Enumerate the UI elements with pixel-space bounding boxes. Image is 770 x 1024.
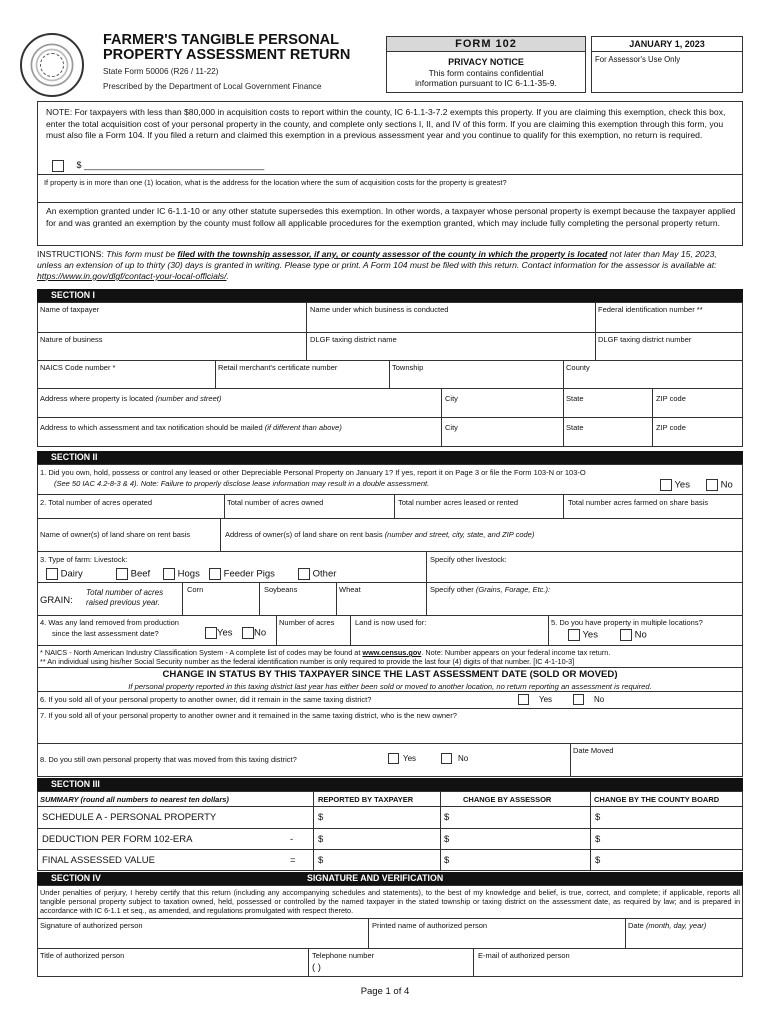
total-acres-owned-field[interactable]: Total number of acres owned [227, 498, 324, 507]
q8-no-checkbox[interactable] [441, 753, 452, 764]
q4-no-checkbox[interactable] [242, 627, 254, 639]
q5-yes-checkbox[interactable] [568, 629, 580, 641]
q4-line2: since the last assessment date? [52, 629, 159, 638]
grain-note: Total number of acres raised previous year. [86, 588, 164, 607]
assessment-date: JANUARY 1, 2023 [592, 37, 742, 52]
row-final-op: = [290, 855, 296, 866]
phone-field[interactable]: Telephone number [312, 951, 375, 960]
section-3-header: SECTION III [37, 778, 743, 791]
email-field[interactable]: E-mail of authorized person [478, 951, 570, 960]
location-question: If property is in more than one (1) location, what is the address for the location where the sum of acquisition costs for the property is greatest? [44, 178, 507, 187]
business-name-field[interactable]: Name under which business is conducted [310, 305, 449, 314]
other-option: Other [298, 568, 336, 580]
exemption-checkbox[interactable] [52, 160, 64, 172]
title-field[interactable]: Title of authorized person [40, 951, 125, 960]
dlgf-number-field[interactable]: DLGF taxing district number [598, 335, 692, 344]
prescribed-by: Prescribed by the Department of Local Government Finance [103, 82, 322, 91]
ssn-note: ** An individual using his/her Social Security number as the federal identification number is only required to provide the last four (4) digits of that number. [IC 4-1-10-3] [40, 657, 575, 666]
q4-no: No [242, 627, 266, 639]
assessor-use-label: For Assessor's Use Only [595, 55, 681, 64]
feeder-pigs-checkbox[interactable] [209, 568, 221, 580]
assessor-deduction-field[interactable]: $ [444, 834, 450, 845]
section-4-header: SECTION IV SIGNATURE AND VERIFICATION [37, 872, 743, 885]
col-board: CHANGE BY THE COUNTY BOARD [594, 795, 720, 804]
q1-yes: Yes [660, 479, 690, 491]
q6-no: No [573, 694, 604, 705]
q1-no-checkbox[interactable] [706, 479, 718, 491]
q5-text: 5. Do you have property in multiple locations? [551, 618, 703, 627]
property-address-field[interactable]: Address where property is located (number and street) [40, 394, 222, 403]
acres-share-field[interactable]: Total number acres farmed on share basis [568, 498, 709, 507]
q4-yes: Yes [205, 627, 233, 639]
state-form-number: State Form 50006 (R26 / 11-22) [103, 67, 219, 76]
grain-label: GRAIN: [40, 595, 73, 606]
summary-label: SUMMARY (round all numbers to nearest ten dollars) [40, 795, 229, 804]
section-2-grid [37, 464, 743, 777]
retail-cert-field[interactable]: Retail merchant's certificate number [218, 363, 338, 372]
property-state-field[interactable]: State [566, 394, 584, 403]
taxpayer-name-field[interactable]: Name of taxpayer [40, 305, 100, 314]
township-field[interactable]: Township [392, 363, 424, 372]
nature-field[interactable]: Nature of business [40, 335, 103, 344]
change-status-title: CHANGE IN STATUS BY THIS TAXPAYER SINCE THE LAST ASSESSMENT DATE (SOLD OR MOVED) [162, 669, 618, 680]
beef-checkbox[interactable] [116, 568, 128, 580]
row-deduction-op: - [290, 834, 294, 845]
section-3-grid [37, 791, 743, 871]
assessor-link[interactable]: https://www.in.gov/dlgf/contact-your-local-officials/ [37, 271, 227, 281]
q1-no: No [706, 479, 733, 491]
section-1-grid [37, 302, 743, 447]
assessor-final-field[interactable]: $ [444, 855, 450, 866]
taxpayer-deduction-field[interactable]: $ [318, 834, 324, 845]
certification-text: Under penalties of perjury, I hereby certify that this return (including any accompanying schedules and statements), to the best of my knowledge and belief, is true, correct, and complete; if applicable, reports all tangible personal property subject to taxation owned, held, possessed or controlled by the named taxpayer in the stated township or taxing district on the assessment date, as required by law; and is prepared in accordance with IC 6-1.1 et seq., as amended, and regulations promulgated with respect thereto. [40, 888, 740, 915]
q6-yes: Yes [518, 694, 552, 705]
note-box [37, 101, 743, 246]
naics-note: * NAICS - North American Industry Classification System - A complete list of codes may be found at www.census.gov. Note: Number appears on your federal income tax return. [40, 648, 611, 657]
q6-text: 6. If you sold all of your personal property to another owner, did it remain in the same taxing district? [40, 695, 372, 704]
beef-option: Beef [116, 568, 150, 580]
q1-yes-checkbox[interactable] [660, 479, 672, 491]
farm-type-label: 3. Type of farm: Livestock: [40, 555, 128, 564]
property-zip-field[interactable]: ZIP code [656, 394, 686, 403]
exemption-amount-field[interactable]: $ ____________________________________ [76, 160, 265, 171]
signature-date-field[interactable]: Date (month, day, year) [628, 921, 707, 930]
q8-yes-checkbox[interactable] [388, 753, 399, 764]
form-number: FORM 102 [387, 37, 585, 52]
q1-text: 1. Did you own, hold, possess or control any leased or other Depreciable Personal Property on January 1? If yes, report it on Page 3 or file the Form 103-N or 103-O [40, 468, 586, 477]
section-1-header: SECTION I [37, 289, 743, 302]
dairy-checkbox[interactable] [46, 568, 58, 580]
corn-field[interactable]: Corn [187, 585, 204, 594]
total-acres-operated-field[interactable]: 2. Total number of acres operated [40, 498, 153, 507]
hogs-checkbox[interactable] [163, 568, 175, 580]
exemption-text: An exemption granted under IC 6-1.1-10 or any other statute supersedes this exemption. In other words, a taxpayer whose personal property is exempt because the taxpayer applied for and was granted an exemption by the county must follow all applicable procedures for the exemption granted, which may include fully completing the personal property return. [46, 206, 736, 228]
section-4-grid [37, 885, 743, 977]
state-seal [20, 33, 84, 97]
q4-yes-checkbox[interactable] [205, 627, 217, 639]
q6-yes-checkbox[interactable] [518, 694, 529, 705]
fed-id-field[interactable]: Federal identification number ** [598, 305, 703, 314]
mailing-state-field[interactable]: State [566, 423, 584, 432]
taxpayer-schedule-a-field[interactable]: $ [318, 812, 324, 823]
row-final-value: FINAL ASSESSED VALUE [42, 855, 155, 866]
page-number: Page 1 of 4 [360, 986, 410, 997]
assessor-schedule-a-field[interactable]: $ [444, 812, 450, 823]
q7-text: 7. If you sold all of your personal property to another owner and it remained in the same taxing district, who is the new owner? [40, 711, 457, 720]
form-title [103, 33, 373, 63]
q5-no: No [620, 629, 647, 641]
dairy-option: Dairy [46, 568, 83, 580]
board-schedule-a-field[interactable]: $ [595, 812, 601, 823]
title-line-1: FARMER'S TANGIBLE PERSONAL [103, 32, 339, 48]
grain-other-field[interactable]: Specify other (Grains, Forage, Etc.): [430, 585, 551, 594]
q8-yes: Yes [388, 753, 416, 764]
board-final-field[interactable]: $ [595, 855, 601, 866]
acres-removed-field[interactable]: Number of acres [279, 618, 335, 627]
owner-address-field[interactable]: Address of owner(s) of land share on rent basis (number and street, city, state, and ZIP code) [225, 530, 535, 539]
taxpayer-final-field[interactable]: $ [318, 855, 324, 866]
section-2-header: SECTION II [37, 451, 743, 464]
mailing-address-field[interactable]: Address to which assessment and tax notification should be mailed (if different than above) [40, 423, 342, 432]
property-city-field[interactable]: City [445, 394, 458, 403]
printed-name-field[interactable]: Printed name of authorized person [372, 921, 488, 930]
other-livestock-field[interactable]: Specify other livestock: [430, 555, 507, 564]
mailing-city-field[interactable]: City [445, 423, 458, 432]
privacy-notice: PRIVACY NOTICE This form contains confidential information pursuant to IC 6-1.1-35-9. [415, 57, 557, 88]
mailing-zip-field[interactable]: ZIP code [656, 423, 686, 432]
row-deduction: DEDUCTION PER FORM 102-ERA [42, 834, 193, 845]
date-box [591, 36, 743, 93]
q5-no-checkbox[interactable] [620, 629, 632, 641]
form-number-box [386, 36, 586, 93]
wheat-field[interactable]: Wheat [339, 585, 361, 594]
q4-line1: 4. Was any land removed from production [40, 618, 179, 627]
q6-no-checkbox[interactable] [573, 694, 584, 705]
instructions: INSTRUCTIONS: This form must be filed with the township assessor, if any, or county assessor of the county in which the property is located not later than May 15, 2023, unless an extension of up to thirty (30) days is granted in writing. Please type or print. A Form 104 must be filed with this return. Contact information for the assessor is available at: https://www.in.gov/dlgf/contact-your-local-officials/. [37, 249, 717, 281]
change-status-sub: If personal property reported in this taxing district last year has either been sold or moved to another location, no return reporting an assessment is required. [128, 682, 652, 691]
title-line-2: PROPERTY ASSESSMENT RETURN [103, 47, 351, 63]
hogs-option: Hogs [163, 568, 200, 580]
soybeans-field[interactable]: Soybeans [264, 585, 298, 594]
phone-parens: ( ) [312, 962, 321, 973]
board-deduction-field[interactable]: $ [595, 834, 601, 845]
dlgf-name-field[interactable]: DLGF taxing district name [310, 335, 397, 344]
col-assessor: CHANGE BY ASSESSOR [463, 795, 552, 804]
row-schedule-a: SCHEDULE A - PERSONAL PROPERTY [42, 812, 217, 823]
q5-yes: Yes [568, 629, 598, 641]
signature-field[interactable]: Signature of authorized person [40, 921, 143, 930]
naics-field[interactable]: NAICS Code number * [40, 363, 116, 372]
acres-leased-field[interactable]: Total number acres leased or rented [398, 498, 519, 507]
note-text: NOTE: For taxpayers with less than $80,000 in acquisition costs to report within the county, IC 6-1.1-3-7.2 exempts this property. If you are claiming this exemption, check this box, enter the total acquisition cost of your personal property in the county, and complete only sections I, II, and IV of this form. If you are claiming this exemption through this form, you must also file a Form 104. If you filed a return and claimed this exemption in a previous assessment year and you continue to qualify for this exemption, no return is required. [46, 107, 726, 140]
land-now-used-field[interactable]: Land is now used for: [355, 618, 427, 627]
col-taxpayer: REPORTED BY TAXPAYER [318, 795, 414, 804]
county-field[interactable]: County [566, 363, 590, 372]
date-moved-field[interactable]: Date Moved [573, 746, 614, 755]
signature-heading: SIGNATURE AND VERIFICATION [307, 873, 444, 883]
q8-no: No [441, 753, 468, 764]
q8-text: 8. Do you still own personal property that was moved from this taxing district? [40, 755, 297, 764]
q1-note: (See 50 IAC 4.2-8-3 & 4). Note: Failure to properly disclose lease information may result in a double assessment. [54, 479, 430, 488]
other-checkbox[interactable] [298, 568, 310, 580]
exemption-checkbox-row [52, 160, 264, 172]
feeder-pigs-option: Feeder Pigs [209, 568, 275, 580]
owner-name-field[interactable]: Name of owner(s) of land share on rent basis [40, 530, 191, 539]
